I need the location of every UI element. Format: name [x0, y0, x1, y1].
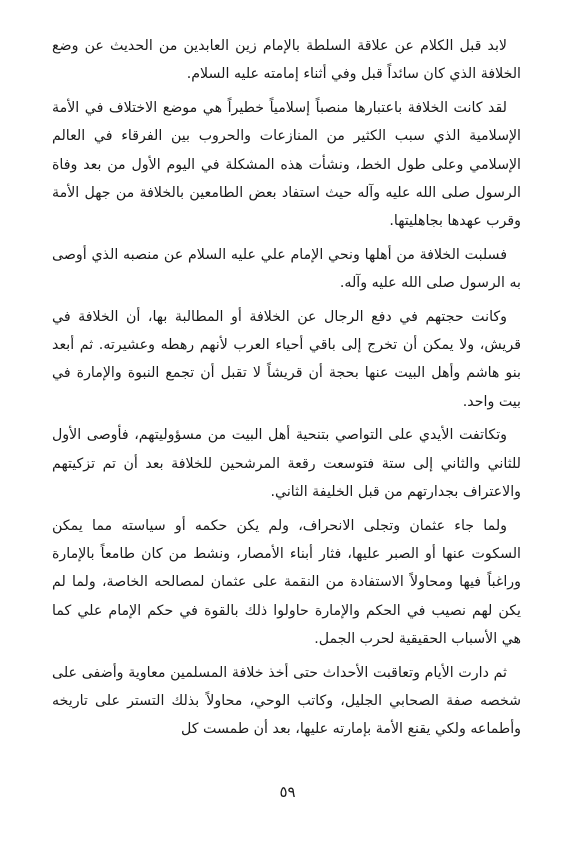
paragraph: وتكاتفت الأيدي على التواصي بتنحية أهل البيت من مسؤوليتهم، فأوصى الأول للثاني والثاني إلى ستة فتوسعت رقعة المرشحين للخلافة بعد أن تم تزكيتهم والاعتراف بجدارتهم من قبل الخليفة الثاني. [52, 427, 521, 501]
paragraph: ثم دارت الأيام وتعاقبت الأحداث حتى أخذ خلافة المسلمين معاوية وأضفى على شخصه صفة الصحابي الجليل، وكاتب الوحي، محاولاً بذلك التستر على تاريخه وأطماعه ولكي يقنع الأمة بإمارته عليها، بعد أن طمست كل [52, 664, 521, 738]
paragraph: لابد قبل الكلام عن علاقة السلطة بالإمام زين العابدين من الحديث عن وضع الخلافة الذي كان سائداً قبل وفي أثناء إمامته عليه السلام. [52, 38, 521, 83]
paragraph: فسلبت الخلافة من أهلها ونحي الإمام علي عليه السلام عن منصبه الذي أوصى به الرسول صلى الله عليه وآله. [52, 246, 521, 292]
paragraph: لقد كانت الخلافة باعتبارها منصباً إسلامياً خطيراً هي موضع الاختلاف في الأمة الإسلامية الذي سبب الكثير من المنازعات والحروب بين الفرقاء في العالم الإسلامي وعلى طول الخط، ونشأت هذه المشكلة في اليوم الأول من بعد وفاة الرسول صلى الله عليه وآله حيث استفاد بعض الطامعين بالخلافة من جهل الأمة وقرب عهدها بجاهليتها. [52, 99, 521, 230]
body-text [52, 32, 521, 749]
paragraph: وكانت حجتهم في دفع الرجال عن الخلافة أو المطالبة بها، أن الخلافة في قريش، ولا يمكن أن تخرج إلى باقي أحياء العرب لأنهم رهطه وعشيرته. ثم أبعد بنو هاشم وأهل البيت عنها بحجة أن قريشاً لا تقبل أن تجمع النبوة والإمارة في بيت واحد. [52, 308, 521, 410]
paragraph: ولما جاء عثمان وتجلى الانحراف، ولم يكن حكمه أو سياسته مما يمكن السكوت عنها أو الصبر عليها، فثار أبناء الأمصار، ونشط من كان طامعاً بالإمارة وراغباً فيها ومحاولاً الاستفادة من النقمة على عثمان لمصالحه الخاصة، ولما لم يكن لهم نصيب في الحكم والإمارة حاولوا ذلك بالقوة في حكم الإمام علي كما هي الأسباب الحقيقية لحرب الجمل. [52, 517, 521, 648]
page-number: ٥٩ [279, 783, 296, 801]
